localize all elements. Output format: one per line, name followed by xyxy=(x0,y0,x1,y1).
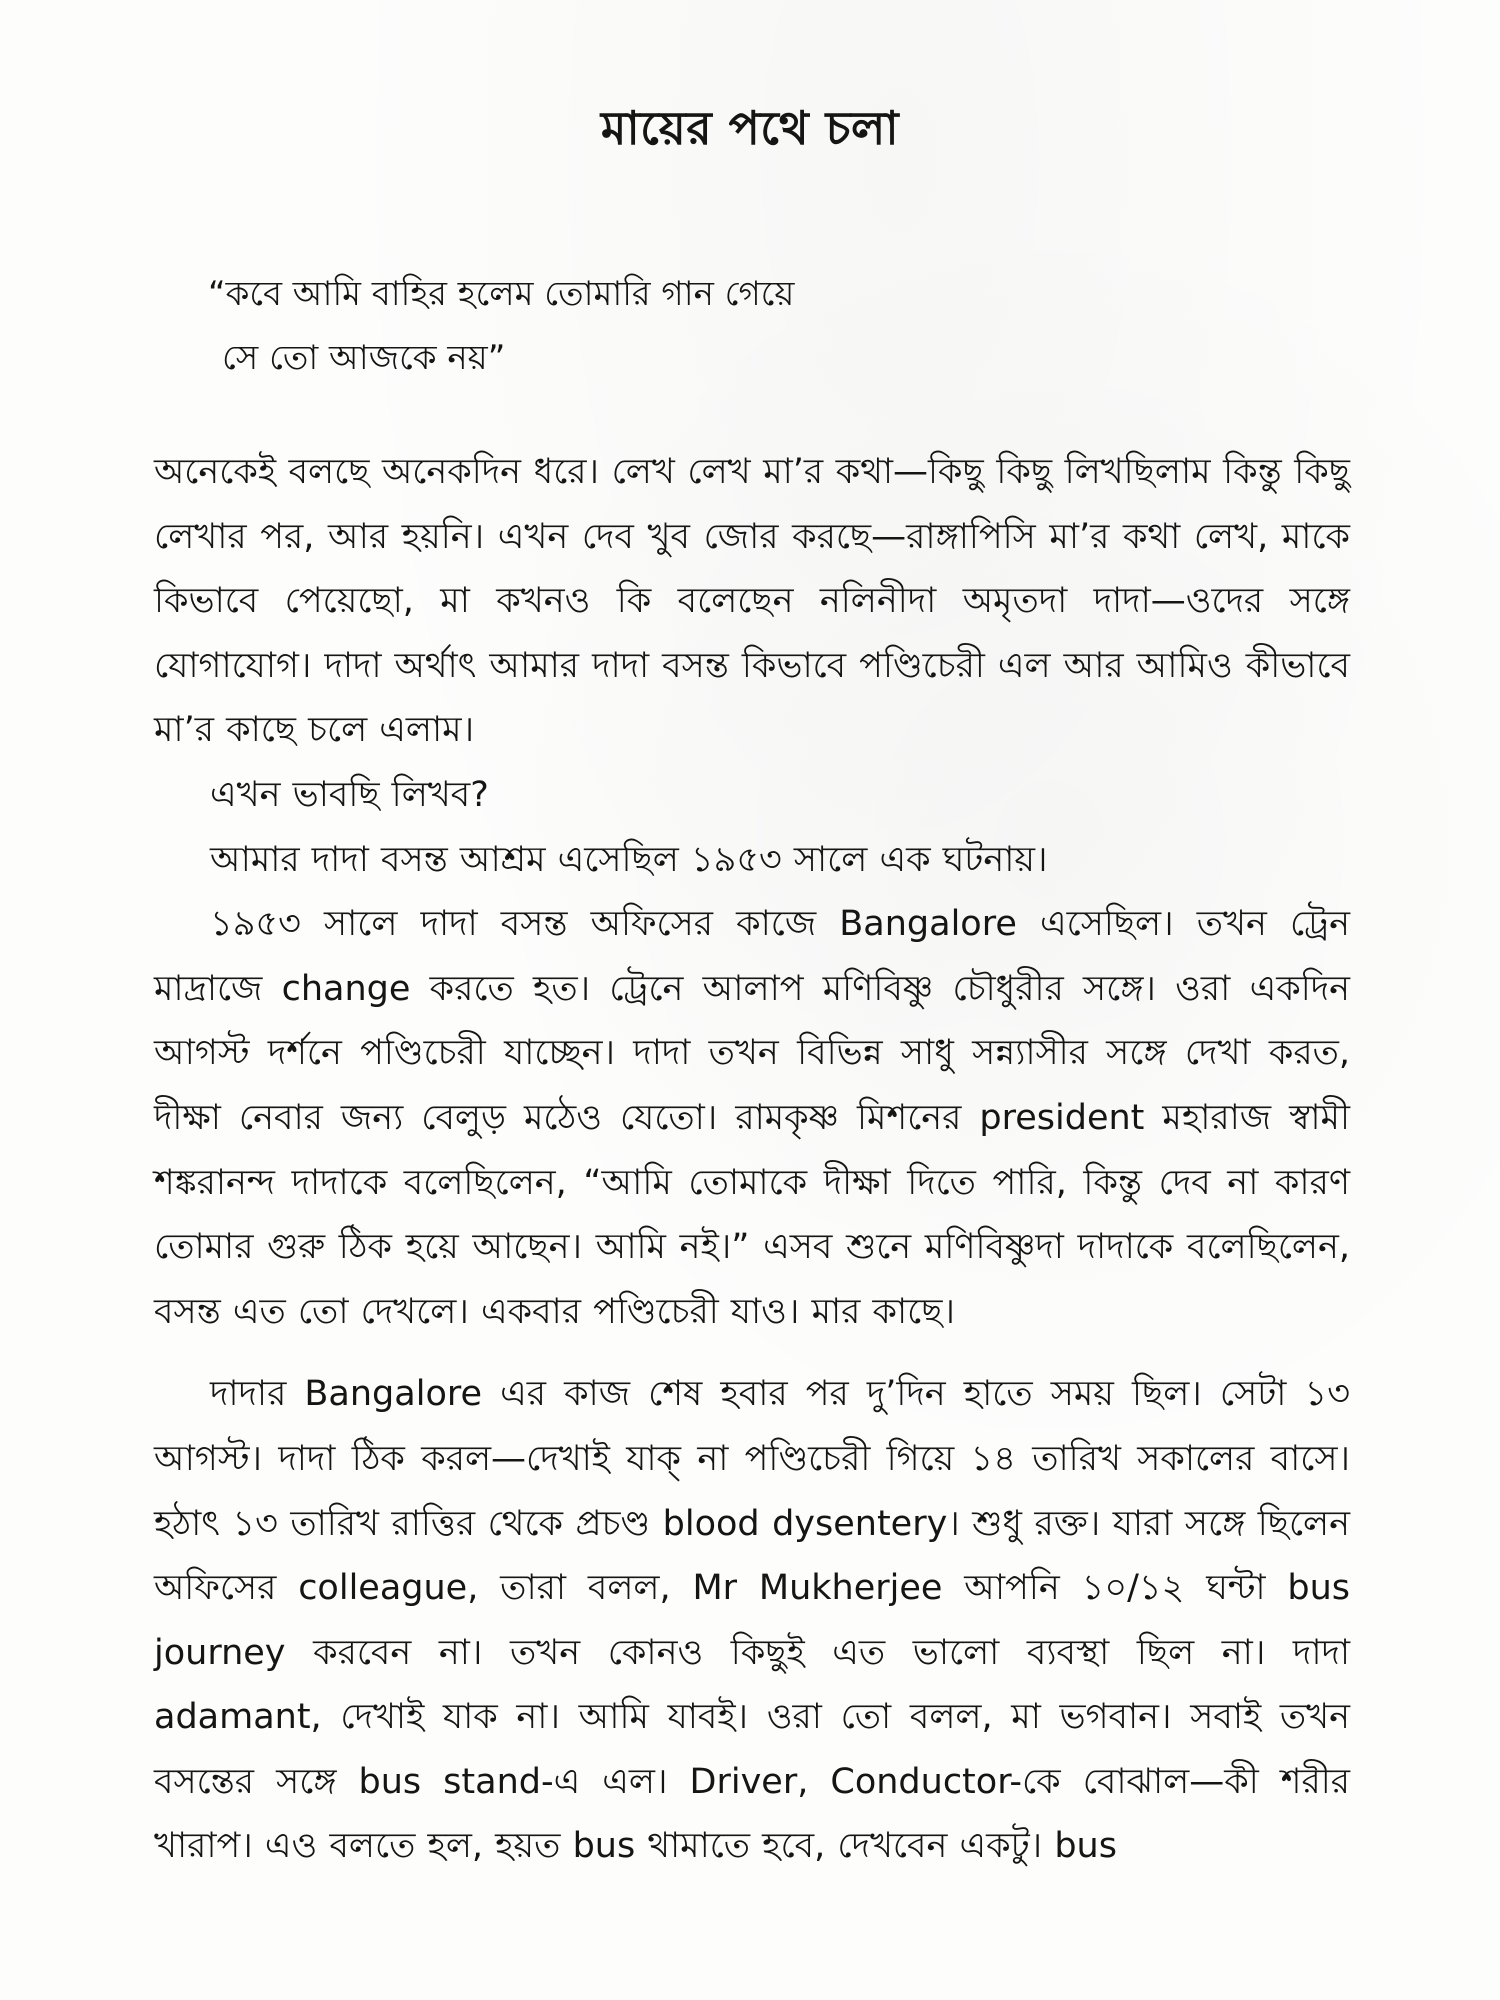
epigraph-line-2: সে তো আজকে নয়” xyxy=(222,338,506,378)
paragraph-5: দাদার Bangalore এর কাজ শেষ হবার পর দু’দিন হাতে সময় ছিল। সেটা ১৩ আগস্ট। দাদা ঠিক করল—দেখাই যাক্ না পণ্ডিচেরী গিয়ে ১৪ তারিখ সকালের বাসে। হঠাৎ ১৩ তারিখ রাত্তির থেকে প্রচণ্ড blood dysentery। শুধু রক্ত। যারা সঙ্গে ছিলেন অফিসের colleague, তারা বলল, Mr Mukherjee আপনি ১০/১২ ঘন্টা bus journey করবেন না। তখন কোনও কিছুই এত ভালো ব্যবস্থা ছিল না। দাদা adamant, দেখাই যাক না। আমি যাবই। ওরা তো বলল, মা ভগবান। সবাই তখন বসন্তের সঙ্গে bus stand-এ এল। Driver, Conductor-কে বোঝাল—কী শরীর খারাপ। এও বলতে হল, হয়ত bus থামাতে হবে, দেখবেন একটু। bus xyxy=(154,1374,1350,1867)
epigraph xyxy=(208,262,1208,390)
epigraph-line-1: “কবে আমি বাহির হলেম তোমারি গান গেয়ে xyxy=(208,274,795,314)
paragraph-1: অনেকেই বলছে অনেকদিন ধরে। লেখ লেখ মা’র কথা—কিছু কিছু লিখছিলাম কিন্তু কিছু লেখার পর, আর হয়নি। এখন দেব খুব জোর করছে—রাঙ্গাপিসি মা’র কথা লেখ, মাকে কিভাবে পেয়েছো, মা কখনও কি বলেছেন নলিনীদা অমৃতদা দাদা—ওদের সঙ্গে যোগাযোগ। দাদা অর্থাৎ আমার দাদা বসন্ত কিভাবে পণ্ডিচেরী এল আর আমিও কীভাবে মা’র কাছে চলে এলাম। xyxy=(154,452,1350,751)
paragraph-4: ১৯৫৩ সালে দাদা বসন্ত অফিসের কাজে Bangalore এসেছিল। তখন ট্রেন মাদ্রাজে change করতে হত। ট্রেনে আলাপ মণিবিষ্ণু চৌধুরীর সঙ্গে। ওরা একদিন আগস্ট দর্শনে পণ্ডিচেরী যাচ্ছেন। দাদা তখন বিভিন্ন সাধু সন্ন্যাসীর সঙ্গে দেখা করত, দীক্ষা নেবার জন্য বেলুড় মঠেও যেতো। রামকৃষ্ণ মিশনের president মহারাজ স্বামী শঙ্করানন্দ দাদাকে বলেছিলেন, “আমি তোমাকে দীক্ষা দিতে পারি, কিন্তু দেব না কারণ তোমার গুরু ঠিক হয়ে আছেন। আমি নই।” এসব শুনে মণিবিষ্ণুদা দাদাকে বলেছিলেন, বসন্ত এত তো দেখলে। একবার পণ্ডিচেরী যাও। মার কাছে। xyxy=(154,904,1350,1332)
body-text xyxy=(154,440,1350,1879)
paragraph-3: আমার দাদা বসন্ত আশ্রম এসেছিল ১৯৫৩ সালে এক ঘটনায়। xyxy=(210,839,1048,880)
chapter-title: মায়ের পথে চলা xyxy=(600,101,900,155)
paragraph-2: এখন ভাবছি লিখব? xyxy=(210,774,489,815)
